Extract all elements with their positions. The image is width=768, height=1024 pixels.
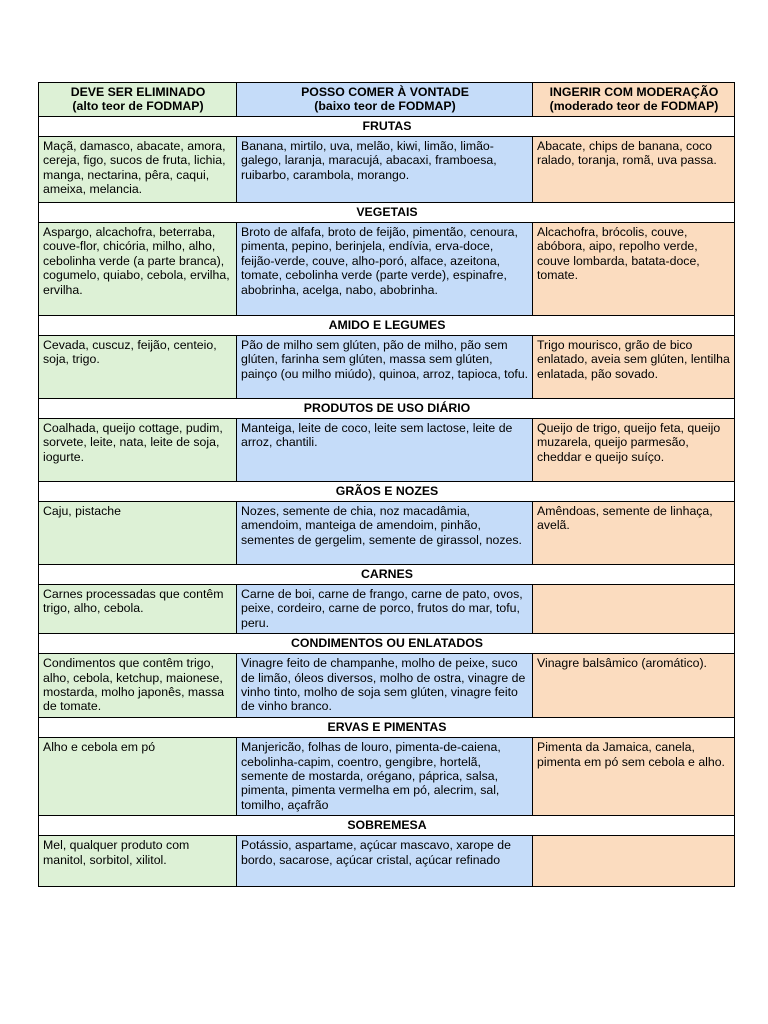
moderate-cell: Amêndoas, semente de linhaça, avelã. (533, 502, 735, 565)
section-title-row (39, 203, 735, 223)
section-title: VEGETAIS (39, 203, 735, 223)
header-row (39, 83, 735, 117)
section-row (39, 654, 735, 718)
moderate-cell: Pimenta da Jamaica, canela, pimenta em pó sem cebola e alho. (533, 738, 735, 816)
free-cell: Potássio, aspartame, açúcar mascavo, xarope de bordo, sacarose, açúcar cristal, açúcar refinado (237, 836, 533, 887)
eliminate-cell: Carnes processadas que contêm trigo, alho, cebola. (39, 585, 237, 634)
free-cell: Pão de milho sem glúten, pão de milho, pão sem glúten, farinha sem glúten, massa sem glúten, painço (ou milho miúdo), quinoa, arroz, tapioca, tofu. (237, 336, 533, 399)
header-eliminate (39, 83, 237, 117)
eliminate-cell: Aspargo, alcachofra, beterraba, couve-flor, chicória, milho, alho, cebolinha verde (a parte branca), cogumelo, quiabo, cebola, ervilha, ervilha. (39, 223, 237, 316)
section-title: SOBREMESA (39, 816, 735, 836)
section-row (39, 738, 735, 816)
header-moderate-subtitle: (moderado teor de FODMAP) (549, 99, 719, 113)
header-free-title: POSSO COMER À VONTADE (301, 85, 469, 99)
section-title: FRUTAS (39, 117, 735, 137)
section-row (39, 502, 735, 565)
moderate-cell: Alcachofra, brócolis, couve, abóbora, aipo, repolho verde, couve lombarda, batata-doce, tomate. (533, 223, 735, 316)
section-title-row (39, 316, 735, 336)
section-row (39, 137, 735, 203)
section-title-row (39, 718, 735, 738)
section-title-row (39, 816, 735, 836)
section-title-row (39, 565, 735, 585)
free-cell: Manteiga, leite de coco, leite sem lactose, leite de arroz, chantili. (237, 419, 533, 482)
moderate-cell (533, 836, 735, 887)
fodmap-table (38, 82, 735, 887)
moderate-cell: Queijo de trigo, queijo feta, queijo muzarela, queijo parmesão, cheddar e queijo suíço. (533, 419, 735, 482)
section-row (39, 336, 735, 399)
header-eliminate-subtitle: (alto teor de FODMAP) (72, 99, 204, 113)
section-title-row (39, 117, 735, 137)
header-moderate (533, 83, 735, 117)
moderate-cell: Abacate, chips de banana, coco ralado, toranja, romã, uva passa. (533, 137, 735, 203)
section-title: GRÃOS E NOZES (39, 482, 735, 502)
section-title: ERVAS E PIMENTAS (39, 718, 735, 738)
free-cell: Carne de boi, carne de frango, carne de pato, ovos, peixe, cordeiro, carne de porco, frutos do mar, tofu, peru. (237, 585, 533, 634)
moderate-cell: Vinagre balsâmico (aromático). (533, 654, 735, 718)
header-eliminate-title: DEVE SER ELIMINADO (70, 85, 206, 99)
section-row (39, 419, 735, 482)
eliminate-cell: Caju, pistache (39, 502, 237, 565)
eliminate-cell: Condimentos que contêm trigo, alho, cebola, ketchup, maionese, mostarda, molho japonês, massa de tomate. (39, 654, 237, 718)
free-cell: Vinagre feito de champanhe, molho de peixe, suco de limão, óleos diversos, molho de ostra, vinagre de vinho tinto, molho de soja sem glúten, vinagre feito de vinho branco. (237, 654, 533, 718)
section-title-row (39, 634, 735, 654)
section-row (39, 585, 735, 634)
section-title: AMIDO E LEGUMES (39, 316, 735, 336)
eliminate-cell: Alho e cebola em pó (39, 738, 237, 816)
header-free-subtitle: (baixo teor de FODMAP) (314, 99, 456, 113)
moderate-cell (533, 585, 735, 634)
section-row (39, 836, 735, 887)
moderate-cell: Trigo mourisco, grão de bico enlatado, aveia sem glúten, lentilha enlatada, pão sovado. (533, 336, 735, 399)
section-title-row (39, 482, 735, 502)
eliminate-cell: Coalhada, queijo cottage, pudim, sorvete, leite, nata, leite de soja, iogurte. (39, 419, 237, 482)
eliminate-cell: Maçã, damasco, abacate, amora, cereja, figo, sucos de fruta, lichia, manga, nectarina, pêra, caqui, ameixa, melancia. (39, 137, 237, 203)
free-cell: Banana, mirtilo, uva, melão, kiwi, limão, limão-galego, laranja, maracujá, abacaxi, framboesa, ruibarbo, carambola, morango. (237, 137, 533, 203)
section-row (39, 223, 735, 316)
section-title: CARNES (39, 565, 735, 585)
header-moderate-title: INGERIR COM MODERAÇÃO (549, 85, 719, 99)
section-title: PRODUTOS DE USO DIÁRIO (39, 399, 735, 419)
header-free (237, 83, 533, 117)
free-cell: Broto de alfafa, broto de feijão, pimentão, cenoura, pimenta, pepino, berinjela, endívia, erva-doce, feijão-verde, couve, alho-poró, alface, azeitona, tomate, cebolinha verde (parte verde), espinafre, abobrinha, acelga, nabo, abobrinha. (237, 223, 533, 316)
eliminate-cell: Cevada, cuscuz, feijão, centeio, soja, trigo. (39, 336, 237, 399)
section-title: CONDIMENTOS OU ENLATADOS (39, 634, 735, 654)
free-cell: Nozes, semente de chia, noz macadâmia, amendoim, manteiga de amendoim, pinhão, sementes de gergelim, semente de girassol, nozes. (237, 502, 533, 565)
eliminate-cell: Mel, qualquer produto com manitol, sorbitol, xilitol. (39, 836, 237, 887)
section-title-row (39, 399, 735, 419)
free-cell: Manjericão, folhas de louro, pimenta-de-caiena, cebolinha-capim, coentro, gengibre, hortelã, semente de mostarda, orégano, páprica, salsa, pimenta, pimenta vermelha em pó, alecrim, sal, tomilho, açafrão (237, 738, 533, 816)
